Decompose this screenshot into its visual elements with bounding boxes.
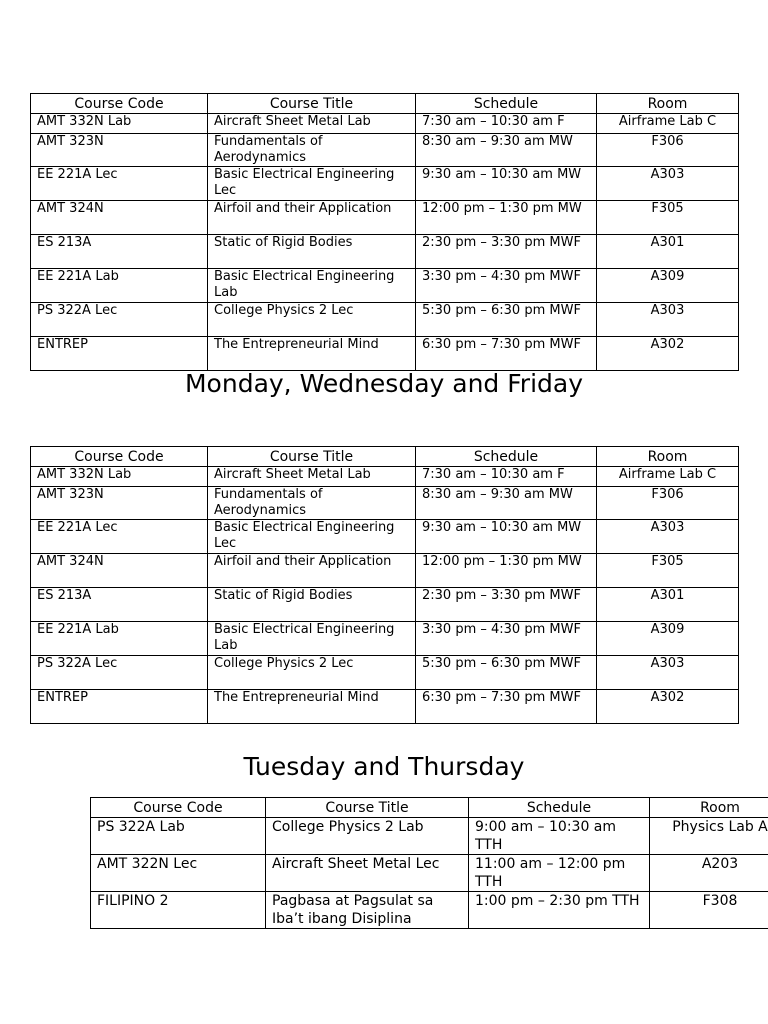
header-schedule: Schedule <box>469 798 650 818</box>
room-cell: A302 <box>597 690 739 724</box>
table-row <box>31 167 739 201</box>
header-schedule: Schedule <box>416 447 597 467</box>
table-row <box>31 337 739 371</box>
schedule-table-3 <box>90 797 768 929</box>
table-row <box>31 487 739 520</box>
course-title-cell: Pagbasa at Pagsulat sa Iba’t ibang Disiplina <box>266 892 469 929</box>
table-header-row <box>31 94 739 114</box>
course-code-cell: EE 221A Lec <box>31 167 208 201</box>
schedule-cell: 2:30 pm – 3:30 pm MWF <box>416 235 597 269</box>
course-title-cell: Aircraft Sheet Metal Lab <box>208 114 416 134</box>
room-cell: A203 <box>650 855 768 892</box>
room-cell: A309 <box>597 622 739 656</box>
table-row <box>31 690 739 724</box>
header-room: Room <box>597 447 739 467</box>
room-cell: Airframe Lab C <box>597 467 739 487</box>
schedule-cell: 3:30 pm – 4:30 pm MWF <box>416 622 597 656</box>
table-row <box>91 818 768 855</box>
schedule-cell: 3:30 pm – 4:30 pm MWF <box>416 269 597 303</box>
schedule-table-1 <box>30 93 739 371</box>
schedule-cell: 12:00 pm – 1:30 pm MW <box>416 201 597 235</box>
schedule-cell: 1:00 pm – 2:30 pm TTH <box>469 892 650 929</box>
room-cell: A301 <box>597 235 739 269</box>
schedule-cell: 11:00 am – 12:00 pm TTH <box>469 855 650 892</box>
course-title-cell: Basic Electrical Engineering Lab <box>208 622 416 656</box>
course-title-cell: Basic Electrical Engineering Lec <box>208 520 416 554</box>
course-title-cell: Static of Rigid Bodies <box>208 235 416 269</box>
schedule-cell: 9:30 am – 10:30 am MW <box>416 167 597 201</box>
course-title-cell: College Physics 2 Lab <box>266 818 469 855</box>
course-code-cell: AMT 332N Lab <box>31 467 208 487</box>
room-cell: F308 <box>650 892 768 929</box>
room-cell: A303 <box>597 520 739 554</box>
course-code-cell: PS 322A Lab <box>91 818 266 855</box>
course-code-cell: EE 221A Lab <box>31 269 208 303</box>
schedule-cell: 12:00 pm – 1:30 pm MW <box>416 554 597 588</box>
schedule-cell: 5:30 pm – 6:30 pm MWF <box>416 303 597 337</box>
room-cell: A303 <box>597 303 739 337</box>
schedule-cell: 6:30 pm – 7:30 pm MWF <box>416 337 597 371</box>
schedule-table-2 <box>30 446 739 724</box>
room-cell: A303 <box>597 656 739 690</box>
course-title-cell: Basic Electrical Engineering Lec <box>208 167 416 201</box>
schedule-cell: 8:30 am – 9:30 am MW <box>416 134 597 167</box>
table-row <box>31 114 739 134</box>
course-code-cell: EE 221A Lec <box>31 520 208 554</box>
room-cell: Airframe Lab C <box>597 114 739 134</box>
schedule-cell: 7:30 am – 10:30 am F <box>416 467 597 487</box>
course-code-cell: ES 213A <box>31 235 208 269</box>
table-row <box>91 892 768 929</box>
course-title-cell: College Physics 2 Lec <box>208 656 416 690</box>
course-code-cell: AMT 323N <box>31 134 208 167</box>
course-title-cell: Airfoil and their Application <box>208 201 416 235</box>
course-title-cell: Static of Rigid Bodies <box>208 588 416 622</box>
course-code-cell: ENTREP <box>31 690 208 724</box>
room-cell: F306 <box>597 134 739 167</box>
room-cell: Physics Lab A <box>650 818 768 855</box>
course-title-cell: The Entrepreneurial Mind <box>208 337 416 371</box>
course-title-cell: Fundamentals of Aerodynamics <box>208 487 416 520</box>
table-row <box>31 554 739 588</box>
course-code-cell: AMT 332N Lab <box>31 114 208 134</box>
header-room: Room <box>597 94 739 114</box>
course-code-cell: ENTREP <box>31 337 208 371</box>
table-row <box>31 467 739 487</box>
table-header-row <box>91 798 768 818</box>
header-course-title: Course Title <box>208 94 416 114</box>
schedule-cell: 8:30 am – 9:30 am MW <box>416 487 597 520</box>
course-code-cell: AMT 324N <box>31 554 208 588</box>
schedule-cell: 6:30 pm – 7:30 pm MWF <box>416 690 597 724</box>
room-cell: F305 <box>597 554 739 588</box>
course-code-cell: AMT 322N Lec <box>91 855 266 892</box>
course-title-cell: Aircraft Sheet Metal Lec <box>266 855 469 892</box>
course-title-cell: Aircraft Sheet Metal Lab <box>208 467 416 487</box>
course-code-cell: AMT 324N <box>31 201 208 235</box>
course-title-cell: Basic Electrical Engineering Lab <box>208 269 416 303</box>
table-row <box>31 303 739 337</box>
course-title-cell: College Physics 2 Lec <box>208 303 416 337</box>
table-row <box>31 235 739 269</box>
table-row <box>31 201 739 235</box>
room-cell: F306 <box>597 487 739 520</box>
header-course-title: Course Title <box>266 798 469 818</box>
room-cell: A301 <box>597 588 739 622</box>
header-course-code: Course Code <box>31 94 208 114</box>
table-row <box>31 622 739 656</box>
heading-tuesday-thursday: Tuesday and Thursday <box>243 752 525 781</box>
schedule-cell: 5:30 pm – 6:30 pm MWF <box>416 656 597 690</box>
table-row <box>31 588 739 622</box>
header-course-title: Course Title <box>208 447 416 467</box>
course-code-cell: AMT 323N <box>31 487 208 520</box>
header-course-code: Course Code <box>31 447 208 467</box>
table-row <box>31 134 739 167</box>
course-code-cell: PS 322A Lec <box>31 303 208 337</box>
course-title-cell: Airfoil and their Application <box>208 554 416 588</box>
schedule-cell: 2:30 pm – 3:30 pm MWF <box>416 588 597 622</box>
course-code-cell: FILIPINO 2 <box>91 892 266 929</box>
course-code-cell: EE 221A Lab <box>31 622 208 656</box>
table-row <box>31 269 739 303</box>
course-code-cell: PS 322A Lec <box>31 656 208 690</box>
room-cell: A303 <box>597 167 739 201</box>
heading-monday-wednesday-friday: Monday, Wednesday and Friday <box>184 369 584 398</box>
header-course-code: Course Code <box>91 798 266 818</box>
schedule-cell: 7:30 am – 10:30 am F <box>416 114 597 134</box>
course-title-cell: The Entrepreneurial Mind <box>208 690 416 724</box>
table-row <box>31 520 739 554</box>
course-title-cell: Fundamentals of Aerodynamics <box>208 134 416 167</box>
course-code-cell: ES 213A <box>31 588 208 622</box>
room-cell: F305 <box>597 201 739 235</box>
table-header-row <box>31 447 739 467</box>
schedule-cell: 9:00 am – 10:30 am TTH <box>469 818 650 855</box>
table-row <box>31 656 739 690</box>
table-row <box>91 855 768 892</box>
room-cell: A309 <box>597 269 739 303</box>
header-schedule: Schedule <box>416 94 597 114</box>
header-room: Room <box>650 798 768 818</box>
schedule-cell: 9:30 am – 10:30 am MW <box>416 520 597 554</box>
room-cell: A302 <box>597 337 739 371</box>
